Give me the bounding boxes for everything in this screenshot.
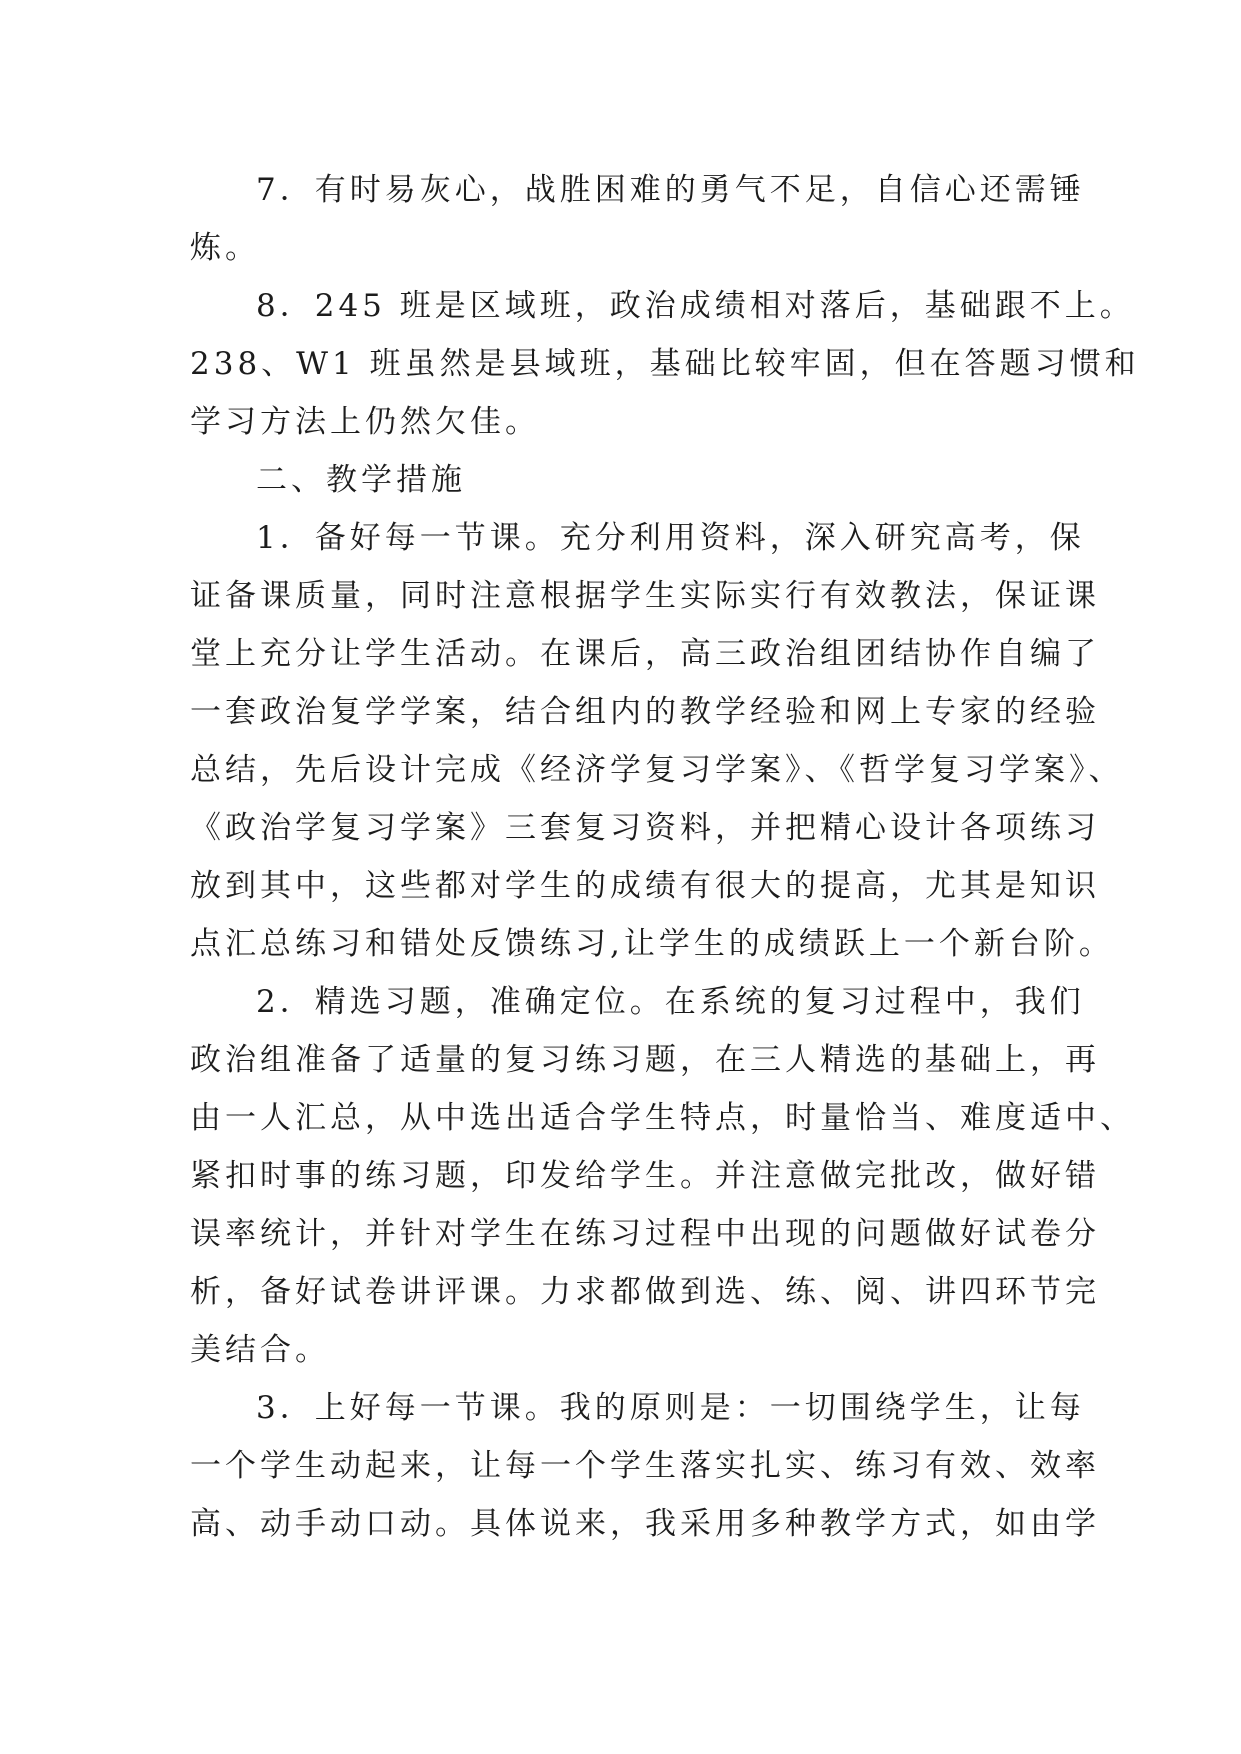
- text-line: 美结合。: [190, 1332, 330, 1368]
- text-line: 点汇总练习和错处反馈练习,让学生的成绩跃上一个新台阶。: [190, 926, 1114, 962]
- text-line: 误率统计，并针对学生在练习过程中出现的问题做好试卷分: [190, 1216, 1100, 1252]
- text-line: 总结，先后设计完成《经济学复习学案》、《哲学复习学案》、: [190, 752, 1124, 788]
- text-line: 堂上充分让学生活动。在课后，高三政治组团结协作自编了: [190, 636, 1100, 672]
- text-line: 238、W1 班虽然是县域班，基础比较牢固，但在答题习惯和: [190, 346, 1140, 382]
- text-line: 3．上好每一节课。我的原则是：一切围绕学生，让每: [256, 1390, 1085, 1426]
- text-line: 学习方法上仍然欠佳。: [190, 404, 540, 440]
- text-line: 政治组准备了适量的复习练习题，在三人精选的基础上，再: [190, 1042, 1100, 1078]
- text-line: 析，备好试卷讲评课。力求都做到选、练、阅、讲四环节完: [190, 1274, 1100, 1310]
- text-line: 证备课质量，同时注意根据学生实际实行有效教法，保证课: [190, 578, 1100, 614]
- text-line: 7．有时易灰心，战胜困难的勇气不足，自信心还需锤: [256, 172, 1085, 208]
- text-line: 紧扣时事的练习题，印发给学生。并注意做完批改，做好错: [190, 1158, 1100, 1194]
- text-line: 2．精选习题，准确定位。在系统的复习过程中，我们: [256, 984, 1085, 1020]
- text-line: 一套政治复学学案，结合组内的教学经验和网上专家的经验: [190, 694, 1100, 730]
- text-line: 由一人汇总，从中选出适合学生特点，时量恰当、难度适中、: [190, 1100, 1135, 1136]
- document-body: [190, 161, 1140, 1553]
- text-line: 1．备好每一节课。充分利用资料，深入研究高考，保: [256, 520, 1085, 556]
- section-heading: 二、教学措施: [256, 462, 466, 498]
- text-line: 《政治学复习学案》三套复习资料，并把精心设计各项练习: [190, 810, 1100, 846]
- text-line: 炼。: [190, 230, 260, 266]
- text-line: 一个学生动起来，让每一个学生落实扎实、练习有效、效率: [190, 1448, 1100, 1484]
- text-line: 8．245 班是区域班，政治成绩相对落后，基础跟不上。: [256, 288, 1135, 324]
- text-line: 放到其中，这些都对学生的成绩有很大的提高，尤其是知识: [190, 868, 1100, 904]
- text-line: 高、动手动口动。具体说来，我采用多种教学方式，如由学: [190, 1506, 1100, 1542]
